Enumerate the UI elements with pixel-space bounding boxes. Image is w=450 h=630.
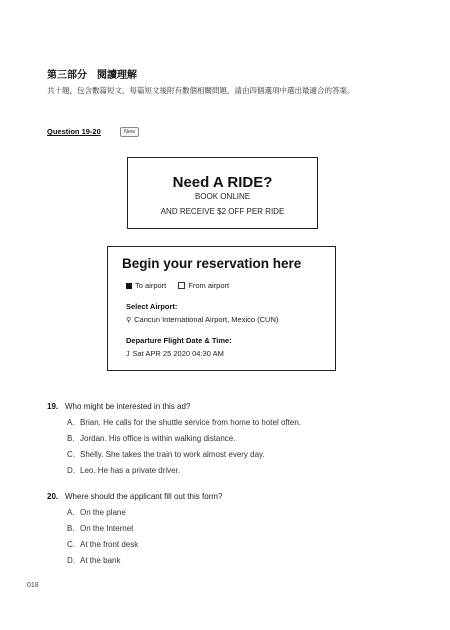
section-title: 第三部分 閱讀理解 bbox=[47, 70, 137, 81]
ad-line-1: BOOK ONLINE bbox=[194, 192, 251, 201]
option-letter: A. bbox=[67, 508, 75, 517]
q19-option-c bbox=[67, 450, 265, 459]
to-airport-checkbox[interactable] bbox=[126, 283, 132, 289]
location-pin-icon: ⚲ bbox=[126, 317, 132, 324]
trip-direction-radio-row bbox=[126, 281, 229, 290]
calendar-icon: J bbox=[126, 351, 130, 358]
q20-option-b bbox=[67, 524, 133, 533]
question-19 bbox=[47, 402, 190, 411]
ad-box bbox=[127, 157, 318, 229]
option-letter: B. bbox=[67, 434, 75, 443]
option-letter: C. bbox=[67, 540, 75, 549]
q19-option-a bbox=[67, 418, 301, 427]
option-text: On the Internet bbox=[80, 524, 134, 533]
option-text: Jordan. His office is within walking distance. bbox=[80, 434, 236, 443]
from-airport-label: From airport bbox=[188, 281, 230, 290]
airport-label: Select Airport: bbox=[126, 302, 178, 311]
date-label: Departure Flight Date & Time: bbox=[126, 336, 232, 345]
page-number: 018 bbox=[27, 582, 39, 589]
option-letter: D. bbox=[67, 556, 75, 565]
question-text: Who might be interested in this ad? bbox=[65, 402, 191, 411]
form-title: Begin your reservation here bbox=[122, 256, 302, 271]
q20-option-c bbox=[67, 540, 138, 549]
date-value: Sat APR 25 2020 04:30 AM bbox=[132, 349, 224, 358]
question-range: Question 19-20 bbox=[47, 127, 101, 136]
airport-field[interactable] bbox=[126, 315, 278, 324]
q19-option-b bbox=[67, 434, 235, 443]
ad-title: Need A RIDE? bbox=[172, 174, 273, 191]
option-letter: D. bbox=[67, 466, 75, 475]
question-20 bbox=[47, 492, 222, 501]
to-airport-label: To airport bbox=[135, 281, 167, 290]
new-tag: New bbox=[120, 127, 139, 137]
question-number: 19. bbox=[47, 402, 59, 411]
option-text: On the plane bbox=[80, 508, 126, 517]
ad-line-2: AND RECEIVE $2 OFF PER RIDE bbox=[160, 207, 285, 216]
option-text: Shelly. She takes the train to work almost every day. bbox=[80, 450, 265, 459]
date-field[interactable] bbox=[126, 349, 224, 358]
airport-value: Cancun International Airport, Mexico (CUN) bbox=[134, 315, 279, 324]
reservation-form bbox=[107, 246, 336, 371]
from-airport-checkbox[interactable] bbox=[178, 282, 185, 289]
option-text: Brian. He calls for the shuttle service from home to hotel often. bbox=[80, 418, 301, 427]
q20-option-d bbox=[67, 556, 120, 565]
option-text: Leo. He has a private driver. bbox=[80, 466, 181, 475]
q20-option-a bbox=[67, 508, 126, 517]
option-letter: C. bbox=[67, 450, 75, 459]
option-text: At the bank bbox=[80, 556, 121, 565]
option-text: At the front desk bbox=[80, 540, 139, 549]
q19-option-d bbox=[67, 466, 180, 475]
section-instructions: 共十題，包含數篇短文，每篇短文後附有數個相關問題，請由四個選項中選出最適合的答案。 bbox=[47, 86, 355, 95]
option-letter: B. bbox=[67, 524, 75, 533]
question-number: 20. bbox=[47, 492, 59, 501]
option-letter: A. bbox=[67, 418, 75, 427]
question-text: Where should the applicant fill out this form? bbox=[65, 492, 223, 501]
